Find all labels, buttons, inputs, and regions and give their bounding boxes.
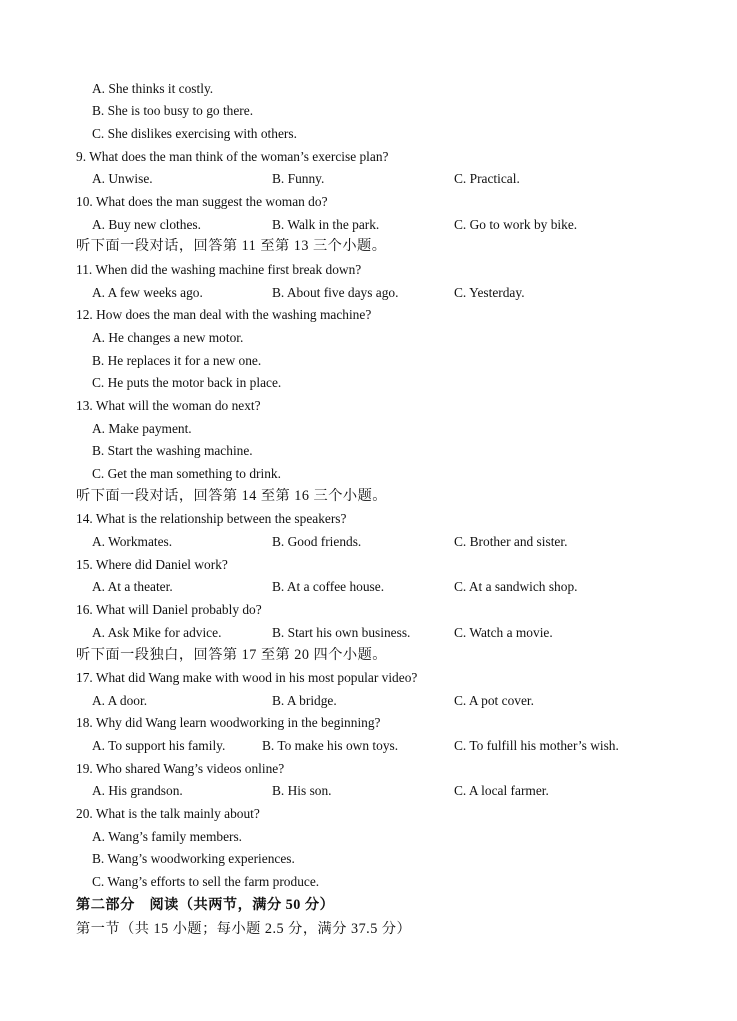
option-c: C. A local farmer. [454,783,549,798]
option-c: C. Practical. [454,171,520,186]
option-b: B. His son. [272,783,332,798]
option-a: A. Unwise. [92,171,153,186]
option-c: C. At a sandwich shop. [454,579,578,594]
option-text: A. Make payment. [92,421,192,436]
option-text: B. He replaces it for a new one. [92,353,262,368]
stem-text: 13. What will the woman do next? [76,398,261,413]
option-text: B. Start the washing machine. [92,443,253,458]
option-a: A. Ask Mike for advice. [92,625,222,640]
stem-text: 16. What will Daniel probably do? [76,602,262,617]
option-text: A. She thinks it costly. [92,81,214,96]
option-a: A. His grandson. [92,783,183,798]
option-text: C. He puts the motor back in place. [92,375,282,390]
option-c: C. Brother and sister. [454,534,568,549]
stem-text: 19. Who shared Wang’s videos online? [76,761,285,776]
instruction-text: 听下面一段对话，回答第 11 至第 13 三个小题。 [76,238,387,254]
option-text: A. He changes a new motor. [92,330,244,345]
option-a: A. Workmates. [92,534,173,549]
stem-text: 12. How does the man deal with the washing machine? [76,307,372,322]
option-a: A. A door. [92,693,148,708]
stem-text: 14. What is the relationship between the speakers? [76,511,347,526]
option-c: C. Go to work by bike. [454,217,578,232]
heading-text: 第一节（共 15 小题；每小题 2.5 分，满分 37.5 分） [76,921,412,937]
option-text: C. Wang’s efforts to sell the farm produce. [92,874,320,889]
option-b: B. Funny. [272,171,325,186]
option-text: B. She is too busy to go there. [92,103,254,118]
stem-text: 10. What does the man suggest the woman do? [76,194,328,209]
instruction-text: 听下面一段独白，回答第 17 至第 20 四个小题。 [76,647,387,663]
option-b: B. A bridge. [272,693,337,708]
option-a: A. At a theater. [92,579,173,594]
instruction-text: 听下面一段对话，回答第 14 至第 16 三个小题。 [76,488,387,504]
option-text: C. She dislikes exercising with others. [92,126,297,141]
option-text: A. Wang’s family members. [92,829,243,844]
stem-text: 11. When did the washing machine first break down? [76,262,362,277]
stem-text: 17. What did Wang make with wood in his most popular video? [76,670,418,685]
stem-text: 18. Why did Wang learn woodworking in the beginning? [76,715,381,730]
option-a: A. Buy new clothes. [92,217,201,232]
option-b: B. At a coffee house. [272,579,385,594]
option-a: A. To support his family. [92,738,226,753]
option-c: C. To fulfill his mother’s wish. [454,738,619,753]
option-b: B. Start his own business. [272,625,411,640]
stem-text: 20. What is the talk mainly about? [76,806,260,821]
option-a: A. A few weeks ago. [92,285,203,300]
heading-text: 第二部分 阅读（共两节，满分 50 分） [76,897,335,913]
stem-text: 15. Where did Daniel work? [76,557,228,572]
option-c: C. Watch a movie. [454,625,553,640]
option-b: B. Walk in the park. [272,217,380,232]
option-b: B. About five days ago. [272,285,399,300]
stem-text: 9. What does the man think of the woman’s exercise plan? [76,149,389,164]
option-c: C. Yesterday. [454,285,525,300]
option-c: C. A pot cover. [454,693,534,708]
option-text: C. Get the man something to drink. [92,466,281,481]
option-b: B. To make his own toys. [262,738,399,753]
option-b: B. Good friends. [272,534,362,549]
option-text: B. Wang’s woodworking experiences. [92,851,295,866]
